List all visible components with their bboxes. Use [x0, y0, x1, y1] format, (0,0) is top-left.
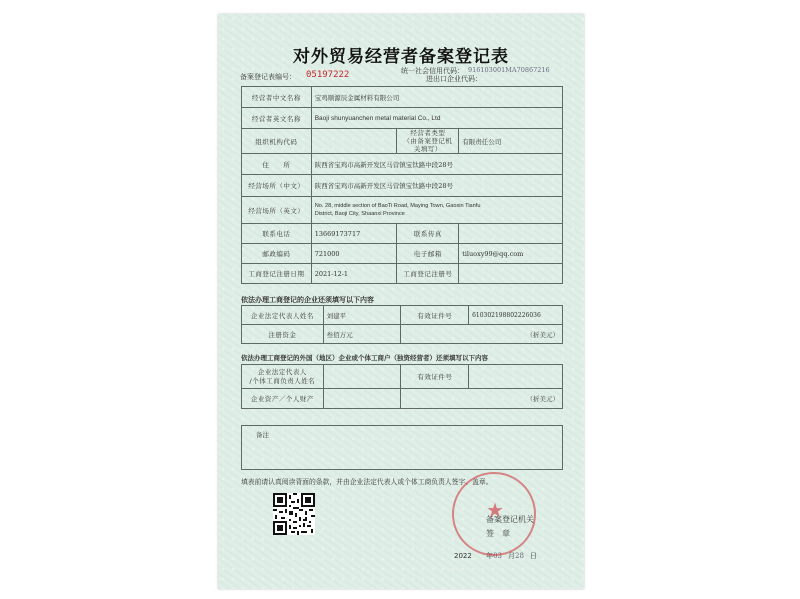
org-code-label: 组织机构代码 [242, 129, 312, 154]
assets-label: 企业资产／个人财产 [242, 389, 324, 409]
foreign-rep-label-line1: 企业法定代表人 [257, 367, 307, 376]
place-cn-label: 经营场所（中文） [242, 175, 312, 197]
legal-rep-value: 刘建平 [323, 306, 401, 325]
table-row [242, 389, 563, 409]
en-name-label: 经营者英文名称 [242, 108, 312, 129]
id-value: 610302198802226036 [469, 306, 563, 325]
date-month-suffix: 月 [507, 552, 515, 560]
table-row [242, 129, 563, 154]
reg-date-value: 2021-12-1 [311, 264, 397, 284]
operator-type-value: 有限责任公司 [459, 129, 563, 154]
phone-label: 联系电话 [242, 224, 312, 244]
operator-type-label-line2: （由备案登记机关填写） [403, 137, 453, 153]
remarks-table [241, 425, 563, 470]
en-name-value: Baoji shunyuanchen metal material Co., Ltd [311, 108, 562, 129]
foreign-id-value [469, 365, 563, 389]
form-title: 对外贸易经营者备案登记表 [293, 47, 509, 67]
credit-code-label: 统一社会信用代码： [401, 67, 464, 75]
section1-heading: 依法办理工商登记的企业还须填写以下内容 [241, 296, 374, 304]
table-row [242, 244, 563, 264]
date-year: 2022 [454, 552, 472, 560]
authority-label: 备案登记机关 [486, 515, 534, 524]
postcode-label: 邮政编码 [242, 244, 312, 264]
biz-reg-no-value [459, 264, 563, 284]
foreign-rep-label-line2: /个体工商负责人姓名 [249, 376, 316, 385]
capital-value: 叁佰万元 [323, 325, 401, 344]
import-export-code-label: 进出口企业代码： [426, 75, 482, 83]
operator-type-label-line1: 经营者类型 [410, 129, 446, 137]
operator-type-label [397, 129, 459, 154]
cn-name-value: 宝鸡顺源辰金属材料有限公司 [311, 87, 562, 108]
table-row [242, 325, 563, 344]
reg-no-label: 备案登记表编号： [240, 73, 296, 81]
place-en-value-line2: District, Baoji City, Shaanxi Province [314, 211, 405, 217]
section2-heading: 依法办理工商登记的外国（地区）企业或个体工商户（独资经营者）还须填写以下内容 [241, 354, 488, 362]
address-value: 陕西省宝鸡市高新开发区马营镇宝钛路中段28号 [311, 154, 562, 175]
assets-unit: （折美元） [401, 389, 563, 409]
email-label: 电子邮箱 [397, 244, 459, 264]
cn-name-label: 经营者中文名称 [242, 87, 312, 108]
table-row [242, 175, 563, 197]
footer-note: 填表前请认真阅读背面的条款，并由企业法定代表人或个体工商负责人签字、盖章。 [241, 478, 493, 486]
remarks-label: 备注 [242, 426, 563, 470]
foreign-rep-value [323, 365, 401, 389]
table-row [242, 264, 563, 284]
postcode-value: 721000 [311, 244, 397, 264]
assets-value [323, 389, 401, 409]
biz-reg-no-label: 工商登记注册号 [397, 264, 459, 284]
fax-label: 联系传真 [397, 224, 459, 244]
date-day: 28 [514, 552, 524, 560]
table-row [242, 108, 563, 129]
legal-rep-label: 企业法定代表人姓名 [242, 306, 324, 325]
section1-table [241, 305, 563, 344]
place-en-label: 经营场所（英文） [242, 197, 312, 224]
date-day-suffix: 日 [529, 552, 537, 560]
table-row [242, 306, 563, 325]
fax-value [459, 224, 563, 244]
table-row [242, 154, 563, 175]
capital-unit: （折美元） [401, 325, 563, 344]
seal-label: 签 章 [486, 529, 510, 538]
place-cn-value: 陕西省宝鸡市高新开发区马营镇宝钛路中段28号 [311, 175, 562, 197]
foreign-id-label: 有效证件号 [401, 365, 469, 389]
foreign-rep-label [242, 365, 324, 389]
date-month: 03 [493, 552, 502, 560]
reg-date-label: 工商登记注册日期 [242, 264, 312, 284]
place-en-value [311, 197, 562, 224]
org-code-value [311, 129, 397, 154]
address-label: 住 所 [242, 154, 312, 175]
email-value: tiluoxy99@qq.com [459, 244, 563, 264]
reg-no-value: 05197222 [306, 70, 350, 80]
date-year-suffix: 年 [486, 552, 494, 560]
main-info-table [241, 86, 563, 284]
qr-code-icon [273, 493, 315, 535]
table-row [242, 197, 563, 224]
table-row [242, 365, 563, 389]
place-en-value-line1: No. 28, middle section of BaoTi Road, Maying Town, Gaoxin Tianfu [314, 203, 481, 209]
id-label: 有效证件号 [401, 306, 469, 325]
seal-star-icon: ★ [486, 498, 504, 522]
section2-table [241, 364, 563, 409]
table-row [242, 224, 563, 244]
credit-code-value: 916103001MA70867216 [468, 66, 550, 74]
phone-value: 13669173717 [311, 224, 397, 244]
capital-label: 注册资金 [242, 325, 324, 344]
table-row [242, 426, 563, 470]
table-row [242, 87, 563, 108]
